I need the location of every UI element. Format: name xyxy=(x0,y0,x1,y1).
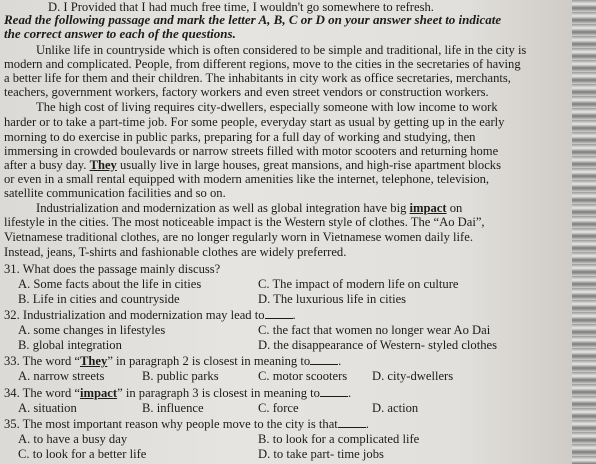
question-text: 35. The most important reason why people move to the city is that xyxy=(4,417,338,431)
passage-p1-line: modern and complicated. People, from different regions, move to the cities in the secretaries of having xyxy=(4,57,521,71)
question-text: 33. The word “ xyxy=(4,354,81,368)
passage-p3-line: Vietnamese traditional clothes, are no longer regularly worn in Vietnamese women daily life. xyxy=(4,230,473,244)
question-35-option-c[interactable]: C. to look for a better life xyxy=(18,447,147,461)
highlighted-word-they: They xyxy=(89,158,117,172)
question-34-option-b[interactable]: B. influence xyxy=(142,401,204,415)
question-text: . xyxy=(292,308,296,322)
question-32-option-d[interactable]: D. the disappearance of Western- styled clothes xyxy=(258,338,497,352)
question-35-option-d[interactable]: D. to take part- time jobs xyxy=(258,447,384,461)
passage-p2-line: The high cost of living requires city-dwellers, especially someone with low income to work xyxy=(36,100,498,114)
question-35-option-b[interactable]: B. to look for a complicated life xyxy=(258,432,420,446)
question-text: . xyxy=(347,386,352,400)
question-text: ” in paragraph 3 is closest in meaning to xyxy=(117,386,320,400)
passage-text: Industrialization and modernization as well as global integration have big xyxy=(36,201,410,215)
question-keyword: impact xyxy=(80,386,118,400)
previous-answer-line: D. I Provided that I had much free time, I wouldn't go somewhere to refresh. xyxy=(48,0,434,14)
question-35-option-a[interactable]: A. to have a busy day xyxy=(18,432,128,446)
passage-p2-line: satellite communication facilities and so on. xyxy=(4,186,226,200)
answer-blank xyxy=(338,417,366,428)
question-text: 32. Industrialization and modernization may lead to xyxy=(4,308,265,322)
passage-text: after a busy day. xyxy=(4,158,87,172)
question-text: ” in paragraph 2 is closest in meaning to xyxy=(107,354,311,368)
question-32-option-a[interactable]: A. some changes in lifestyles xyxy=(18,323,166,337)
passage-p3-line xyxy=(36,201,462,215)
answer-blank xyxy=(310,354,338,365)
answer-blank xyxy=(265,308,293,319)
answer-blank xyxy=(320,386,348,397)
passage-p2-line: or even in a small rental equipped with modern amenities like the internet, telephone, television, xyxy=(4,172,490,186)
passage-p1-line: teachers, government workers, factory workers and even street vendors or construction workers. xyxy=(4,85,489,99)
question-33-option-c[interactable]: C. motor scooters xyxy=(258,369,348,383)
question-31-stem: 31. What does the passage mainly discuss? xyxy=(4,262,221,276)
question-text: 34. The word “ xyxy=(4,386,81,400)
question-34-option-d[interactable]: D. action xyxy=(372,401,419,415)
question-34-option-c[interactable]: C. force xyxy=(258,401,299,415)
question-31-option-c[interactable]: C. The impact of modern life on culture xyxy=(258,277,459,291)
question-text: . xyxy=(338,354,342,368)
question-33-option-d[interactable]: D. city-dwellers xyxy=(372,369,454,383)
instructions-line-2: the correct answer to each of the questions. xyxy=(4,26,236,41)
question-keyword: They xyxy=(80,354,108,368)
instructions-line-1: Read the following passage and mark the letter A, B, C or D on your answer sheet to indicate xyxy=(4,12,502,27)
question-32-stem xyxy=(4,308,296,322)
passage-text: usually live in large houses, great mansions, and high-rise apartment blocks xyxy=(116,158,501,172)
question-33-option-a[interactable]: A. narrow streets xyxy=(18,369,105,383)
passage-p2-line: morning to do exercise in public parks, preparing for a full day of working and studying, then xyxy=(4,130,476,144)
question-31-option-a[interactable]: A. Some facts about the life in cities xyxy=(18,277,202,291)
passage-p1-line: a better life for them and their children. The inhabitants in city work as office secretaries, merchants, xyxy=(4,71,511,85)
question-31-option-d[interactable]: D. The luxurious life in cities xyxy=(258,292,407,306)
passage-text: on xyxy=(446,201,463,215)
question-31-option-b[interactable]: B. Life in cities and countryside xyxy=(18,292,180,306)
notebook-binding xyxy=(572,0,596,464)
passage-p2-line: immersing in crowded boulevards or narrow streets filled with motor scooters and returning home xyxy=(4,144,499,158)
question-32-option-b[interactable]: B. global integration xyxy=(18,338,122,352)
highlighted-word-impact: impact xyxy=(409,201,447,215)
passage-p2-line: harder or to take a part-time job. For some people, everyday start as usual by getting up in the early xyxy=(4,115,505,129)
passage-p3-line: lifestyle in the cities. The most noticeable impact is the Western style of clothes. The “Ao Dai”, xyxy=(4,215,485,229)
question-32-option-c[interactable]: C. the fact that women no longer wear Ao Dai xyxy=(258,323,491,337)
passage-p1-line: Unlike life in countryside which is often considered to be simple and traditional, life in the city is xyxy=(36,43,527,57)
question-text: . xyxy=(365,417,369,431)
question-33-option-b[interactable]: B. public parks xyxy=(142,369,219,383)
question-34-option-a[interactable]: A. situation xyxy=(18,401,77,415)
question-33-stem xyxy=(4,354,341,368)
question-34-stem xyxy=(4,386,351,400)
question-35-stem xyxy=(4,417,369,431)
passage-p3-line: Instead, jeans, T-shirts and fashionable clothes are widely preferred. xyxy=(4,245,347,259)
passage-p2-line xyxy=(4,158,501,172)
